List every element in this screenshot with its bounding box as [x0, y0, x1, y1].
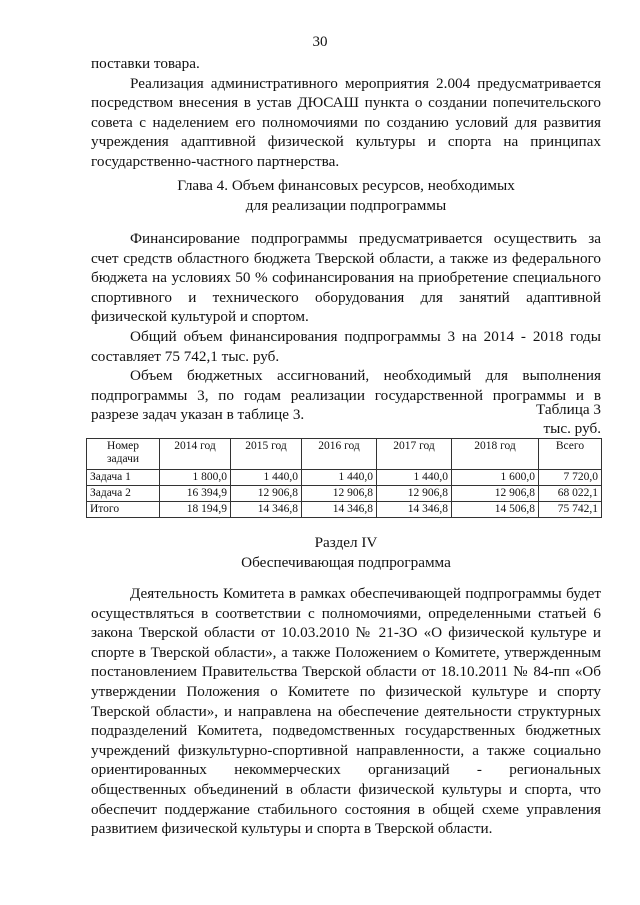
table-header-cell: Всего [539, 439, 602, 470]
table-cell: 12 906,8 [377, 486, 452, 502]
table-cell: 75 742,1 [539, 502, 602, 518]
table-header-cell: 2014 год [160, 439, 231, 470]
table-cell: 68 022,1 [539, 486, 602, 502]
chapter4-title-line1: Глава 4. Объем финансовых ресурсов, необходимых [177, 177, 515, 194]
table-row [87, 502, 602, 518]
financing-table [86, 438, 602, 518]
table-cell: 7 720,0 [539, 470, 602, 486]
table-cell: 1 800,0 [160, 470, 231, 486]
table-header-cell: 2016 год [302, 439, 377, 470]
intro-paragraph: Реализация административного мероприятия 2.004 предусматривается посредством внесения в устав ДЮСАШ пункта о создании попечительского совета с наделением его полномочиями по созданию условий для развития учреждения адаптивной физической культуры и спорта на принципах государственно-частного партнерства. [91, 74, 601, 170]
intro-line: поставки товара. [91, 55, 200, 72]
table-units: тыс. руб. [543, 419, 601, 437]
table-cell: 12 906,8 [231, 486, 302, 502]
table-caption-block [91, 400, 601, 437]
table-header-cell: Номер задачи [87, 439, 160, 470]
table-cell: 1 600,0 [452, 470, 539, 486]
table-caption: Таблица 3 [536, 401, 601, 418]
section4-heading [91, 533, 601, 572]
table-row [87, 486, 602, 502]
table-header-cell: 2015 год [231, 439, 302, 470]
chapter4-body [91, 229, 601, 425]
table-header-cell: 2018 год [452, 439, 539, 470]
table-cell: Задача 2 [87, 486, 160, 502]
section4-subtitle: Обеспечивающая подпрограмма [241, 553, 451, 571]
table-cell: Итого [87, 502, 160, 518]
table-cell: 12 906,8 [302, 486, 377, 502]
intro-block [91, 54, 601, 172]
table-cell: Задача 1 [87, 470, 160, 486]
table-cell: 14 506,8 [452, 502, 539, 518]
section4-title: Раздел IV [314, 534, 378, 551]
table-cell: 1 440,0 [302, 470, 377, 486]
table-cell: 18 194,9 [160, 502, 231, 518]
table-cell: 12 906,8 [452, 486, 539, 502]
table-header-cell: 2017 год [377, 439, 452, 470]
table-cell: 1 440,0 [377, 470, 452, 486]
chapter4-title-line2: для реализации подпрограммы [245, 196, 447, 214]
chapter4-paragraph3: Объем бюджетных ассигнований, необходимый для выполнения подпрограммы 3, по годам реализации государственной программы и в разрезе задач указан в таблице 3. [91, 367, 601, 424]
table-row [87, 470, 602, 486]
chapter4-heading [91, 176, 601, 215]
table-cell: 14 346,8 [231, 502, 302, 518]
table-cell: 14 346,8 [302, 502, 377, 518]
section4-paragraph: Деятельность Комитета в рамках обеспечивающей подпрограммы будет осуществляться в соответствии с полномочиями, определенными статьей 6 закона Тверской области от 10.03.2010 № 21-ЗО «О физической культуре и спорте в Тверской области», а также Положением о Комитете, утвержденным постановлением Правительства Тверской области от 18.10.2011 № 84-пп «Об утверждении Положения о Комитете по физической культуре и спорту Тверской области», и направлена на обеспечение деятельности структурных подразделений Комитета, подведомственных государственных бюджетных учреждений физкультурно-спортивной направленности, а также социально ориентированных некоммерческих организаций - региональных общественных объединений в области физической культуры и спорта, что обеспечит поддержание стабильного состояния в общей схеме управления развитием физической культуры и спорта в Тверской области. [91, 585, 601, 838]
page-number: 30 [312, 34, 328, 50]
section4-body [91, 584, 601, 839]
table-cell: 1 440,0 [231, 470, 302, 486]
chapter4-paragraph1: Финансирование подпрограммы предусматривается осуществить за счет средств областного бюджета Тверской области, а также из федерального бюджета на условиях 50 % софинансирования на приобретение специального спортивного и технического оборудования для занятий адаптивной физической культурой и спортом. [91, 230, 601, 326]
table-cell: 16 394,9 [160, 486, 231, 502]
chapter4-paragraph2: Общий объем финансирования подпрограммы 3 на 2014 - 2018 годы составляет 75 742,1 тыс. руб. [91, 327, 601, 365]
table-header-row [87, 439, 602, 470]
table-cell: 14 346,8 [377, 502, 452, 518]
